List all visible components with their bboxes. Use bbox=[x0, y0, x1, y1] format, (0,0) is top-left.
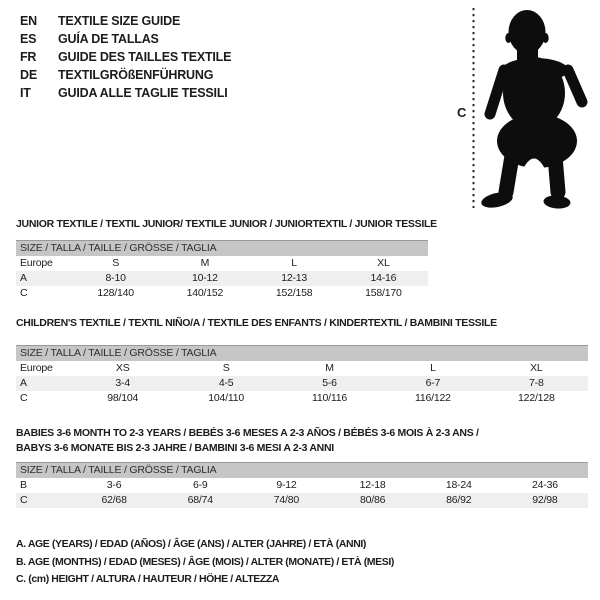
table-junior-title bbox=[16, 217, 437, 232]
size-header-bar: SIZE / TALLA / TAILLE / GRÖSSE / TAGLIA bbox=[16, 240, 428, 256]
table-cell: 74/80 bbox=[273, 494, 300, 506]
table-cell: 140/152 bbox=[186, 287, 224, 299]
table-title-line: JUNIOR TEXTILE / TEXTIL JUNIOR/ TEXTILE JUNIOR / JUNIORTEXTIL / JUNIOR TESSILE bbox=[16, 218, 437, 230]
row-label: Europe bbox=[20, 257, 53, 269]
language-code: ES bbox=[20, 32, 37, 46]
table-cell: 6-7 bbox=[425, 377, 441, 389]
row-label: C bbox=[20, 392, 28, 404]
table-cell: XL bbox=[530, 362, 543, 374]
language-code: EN bbox=[20, 14, 37, 28]
language-code: DE bbox=[20, 68, 37, 82]
row-label: C bbox=[20, 494, 28, 506]
language-row bbox=[20, 48, 231, 66]
table-cell: 5-6 bbox=[322, 377, 337, 389]
table-row bbox=[16, 391, 588, 406]
table-cell: 9-12 bbox=[276, 479, 297, 491]
baby-leg-left bbox=[506, 156, 512, 192]
size-header-bar: SIZE / TALLA / TAILLE / GRÖSSE / TAGLIA bbox=[16, 345, 588, 361]
table-cell: 80/86 bbox=[359, 494, 386, 506]
legend-line: C. (cm) HEIGHT / ALTURA / HAUTEUR / HÖHE / ALTEZZA bbox=[16, 573, 280, 585]
table-cell: 68/74 bbox=[187, 494, 213, 506]
table-cell: 8-10 bbox=[105, 272, 126, 284]
language-code: IT bbox=[20, 86, 31, 100]
table-cell: XL bbox=[377, 257, 390, 269]
table-cell: L bbox=[291, 257, 297, 269]
table-cell: 92/98 bbox=[532, 494, 558, 506]
size-header-bar: SIZE / TALLA / TAILLE / GRÖSSE / TAGLIA bbox=[16, 462, 588, 478]
table-cell: L bbox=[430, 362, 436, 374]
row-label: C bbox=[20, 287, 28, 299]
table-row bbox=[16, 286, 428, 301]
language-row bbox=[20, 66, 231, 84]
table-row bbox=[16, 361, 588, 376]
table-cell: 18-24 bbox=[445, 479, 472, 491]
table-row bbox=[16, 478, 588, 493]
table-cell: 122/128 bbox=[518, 392, 555, 404]
table-cell: 104/110 bbox=[208, 392, 244, 404]
table-row bbox=[16, 256, 428, 271]
row-cells bbox=[71, 391, 588, 406]
row-cells bbox=[71, 361, 588, 376]
row-cells bbox=[71, 271, 428, 286]
table-babies bbox=[16, 426, 588, 508]
table-cell: 116/122 bbox=[415, 392, 451, 404]
table-cell: 158/170 bbox=[365, 287, 402, 299]
baby-silhouette-icon bbox=[479, 8, 593, 212]
table-cell: S bbox=[112, 257, 120, 269]
table-cell: 86/92 bbox=[446, 494, 472, 506]
language-header bbox=[20, 12, 231, 102]
table-cell: 12-18 bbox=[359, 479, 386, 491]
language-title: GUIDE DES TAILLES TEXTILE bbox=[58, 50, 232, 64]
table-children bbox=[16, 316, 588, 406]
baby-ear-right bbox=[542, 33, 548, 43]
language-code: FR bbox=[20, 50, 37, 64]
row-label: Europe bbox=[20, 362, 53, 374]
table-cell: 24-36 bbox=[532, 479, 558, 491]
table-cell: 3-4 bbox=[115, 377, 130, 389]
row-label: A bbox=[20, 377, 27, 389]
row-cells bbox=[71, 376, 588, 391]
table-cell: 7-8 bbox=[529, 377, 544, 389]
language-title: GUIDA ALLE TAGLIE TESSILI bbox=[58, 86, 228, 100]
height-measure-label: C bbox=[457, 105, 467, 120]
table-cell: 10-12 bbox=[191, 272, 218, 284]
table-cell: XS bbox=[115, 362, 130, 374]
language-row bbox=[20, 12, 231, 30]
baby-foot-right bbox=[543, 195, 571, 210]
table-title-line: BABIES 3-6 MONTH TO 2-3 YEARS / BEBÉS 3-6 MESES A 2-3 AÑOS / BÉBÉS 3-6 MOIS À 2-3 ANS / bbox=[16, 427, 479, 439]
table-cell: 12-13 bbox=[281, 272, 308, 284]
table-row bbox=[16, 493, 588, 508]
table-junior bbox=[16, 217, 437, 301]
table-cell: M bbox=[325, 362, 334, 374]
language-row bbox=[20, 30, 231, 48]
table-title-line: BABYS 3-6 MONATE BIS 2-3 JAHRE / BAMBINI 3-6 MESI A 2-3 ANNI bbox=[16, 442, 334, 454]
baby-arm-left bbox=[490, 70, 504, 114]
baby-arm-right bbox=[568, 70, 582, 102]
table-cell: M bbox=[200, 257, 210, 269]
table-rows bbox=[16, 478, 588, 508]
row-label: B bbox=[20, 479, 27, 491]
table-row bbox=[16, 271, 428, 286]
table-row bbox=[16, 376, 588, 391]
legend-line: A. AGE (YEARS) / EDAD (AÑOS) / ÂGE (ANS) / ALTER (JAHRE) / ETÀ (ANNI) bbox=[16, 538, 367, 550]
table-cell: 110/116 bbox=[312, 392, 348, 404]
table-cell: 4-5 bbox=[218, 377, 234, 389]
table-cell: 3-6 bbox=[106, 479, 122, 491]
measurement-legend bbox=[16, 536, 394, 589]
table-rows bbox=[16, 256, 428, 301]
table-cell: S bbox=[222, 362, 230, 374]
row-cells bbox=[71, 493, 588, 508]
table-cell: 14-16 bbox=[370, 272, 397, 284]
table-title-line: CHILDREN'S TEXTILE / TEXTIL NIÑO/A / TEXTILE DES ENFANTS / KINDERTEXTIL / BAMBINI TESSILE bbox=[16, 317, 497, 329]
table-cell: 62/68 bbox=[101, 494, 127, 506]
table-cell: 98/104 bbox=[107, 392, 139, 404]
table-cell: 6-9 bbox=[192, 479, 208, 491]
legend-line: B. AGE (MONTHS) / EDAD (MESES) / ÂGE (MOIS) / ALTER (MONATE) / ETÀ (MESI) bbox=[16, 555, 394, 568]
language-title: GUÍA DE TALLAS bbox=[58, 32, 159, 46]
baby-ear-left bbox=[505, 33, 511, 43]
row-cells bbox=[71, 286, 428, 301]
language-title: TEXTILE SIZE GUIDE bbox=[58, 14, 181, 28]
language-row bbox=[20, 84, 231, 102]
table-cell: 152/158 bbox=[275, 287, 313, 299]
height-measure-dotted-line bbox=[471, 8, 476, 208]
table-cell: 128/140 bbox=[97, 287, 134, 299]
row-cells bbox=[71, 478, 588, 493]
table-rows bbox=[16, 361, 588, 406]
table-children-title bbox=[16, 316, 588, 331]
baby-leg-right bbox=[555, 156, 558, 192]
row-cells bbox=[71, 256, 428, 271]
language-title: TEXTILGRÖßENFÜHRUNG bbox=[58, 68, 214, 82]
row-label: A bbox=[20, 272, 27, 284]
table-babies-title bbox=[16, 426, 588, 456]
